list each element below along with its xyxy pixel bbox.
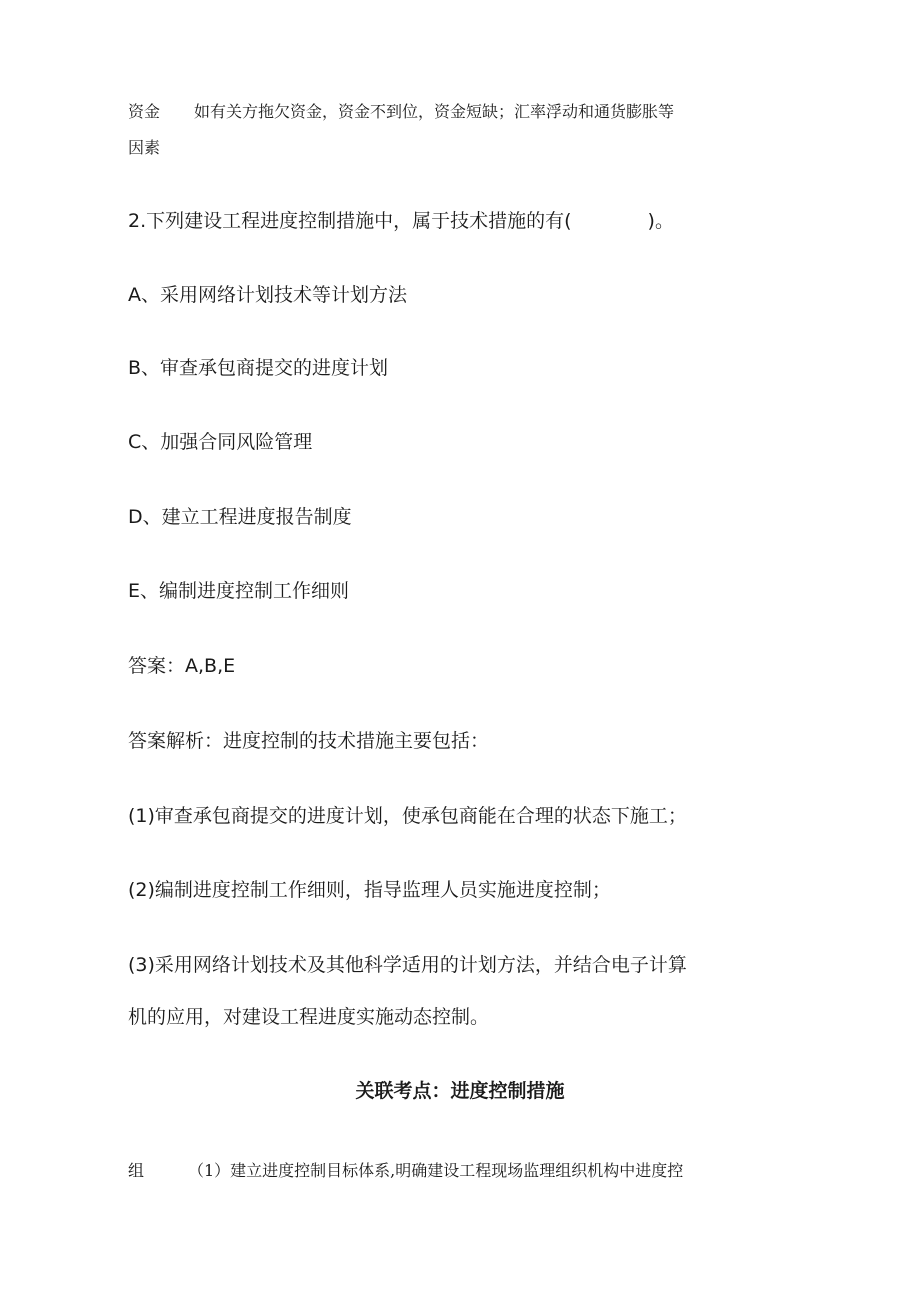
- table-cell-label: 资金: [128, 102, 161, 121]
- analysis-item-1: (1)审查承包商提交的进度计划，使承包商能在合理的状态下施工；: [128, 805, 687, 827]
- option-b: B、审查承包商提交的进度计划: [128, 357, 389, 379]
- option-d: D、建立工程进度报告制度: [128, 506, 352, 528]
- option-e: E、编制进度控制工作细则: [128, 580, 350, 602]
- question-stem: 2.下列建设工程进度控制措施中，属于技术措施的有( )。: [128, 210, 674, 232]
- related-title: 关联考点：进度控制措施: [355, 1080, 565, 1102]
- option-a: A、采用网络计划技术等计划方法: [128, 284, 407, 306]
- analysis-item-3: (3)采用网络计划技术及其他科学适用的计划方法，并结合电子计算: [128, 954, 687, 976]
- analysis-intro: 答案解析：进度控制的技术措施主要包括：: [128, 730, 490, 752]
- option-c: C、加强合同风险管理: [128, 431, 313, 453]
- table-cell-content-cont: 因素: [128, 138, 161, 157]
- table-cell-content: 如有关方拖欠资金，资金不到位，资金短缺；汇率浮动和通货膨胀等: [194, 102, 675, 121]
- table-cell-label: 组: [128, 1161, 145, 1180]
- analysis-item-3-cont: 机的应用，对建设工程进度实施动态控制。: [128, 1006, 490, 1028]
- table-row-funds: [128, 100, 674, 124]
- table-row-organization: [128, 1159, 683, 1183]
- analysis-item-2: (2)编制进度控制工作细则，指导监理人员实施进度控制；: [128, 879, 611, 901]
- answer: 答案：A,B,E: [128, 655, 236, 677]
- table-cell-content: （1）建立进度控制目标体系,明确建设工程现场监理组织机构中进度控: [188, 1161, 684, 1180]
